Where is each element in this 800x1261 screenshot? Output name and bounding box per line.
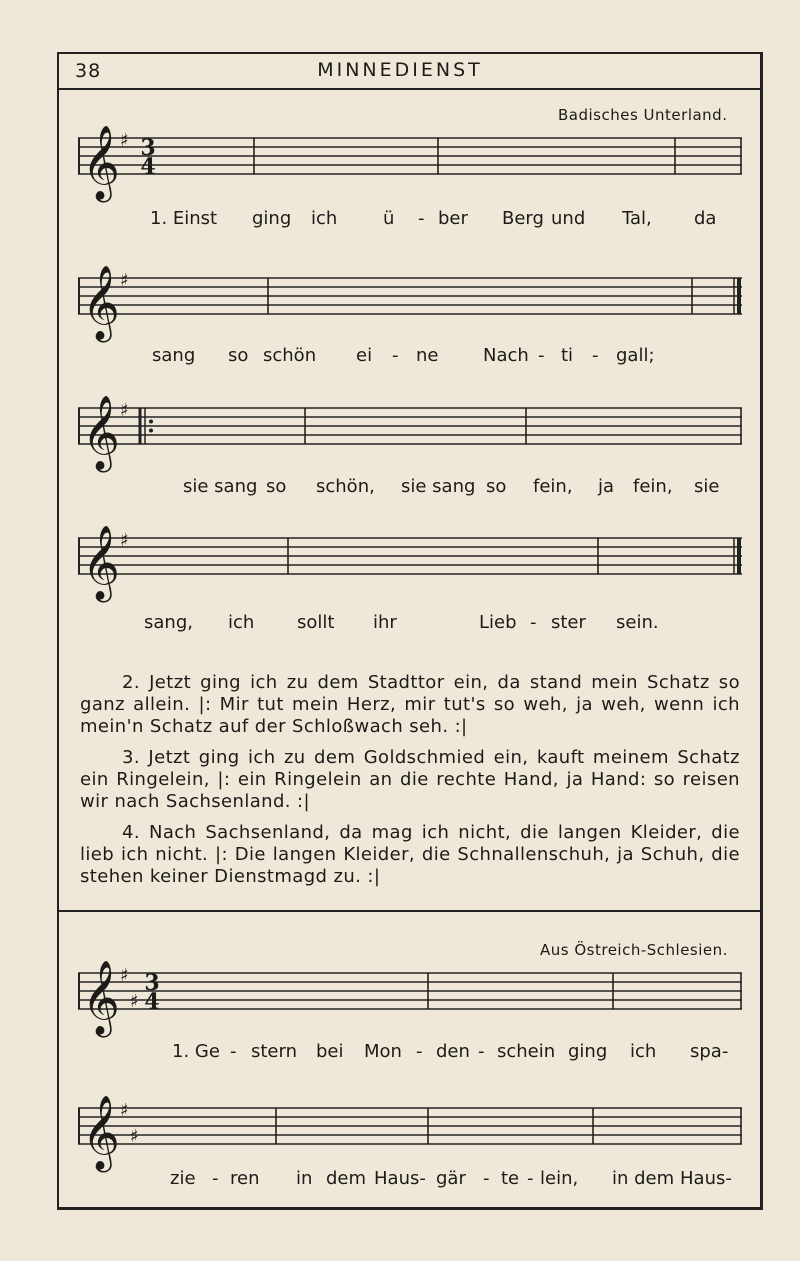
lyric-syllable: sang xyxy=(152,345,196,366)
sharp-icon: ♯ xyxy=(120,270,129,291)
song1-staff-4 xyxy=(78,520,742,610)
lyric-syllable: ging xyxy=(568,1041,608,1062)
lyric-syllable: - xyxy=(416,1041,423,1062)
repeat-dot xyxy=(149,429,153,433)
lyric-syllable: ich xyxy=(228,612,255,633)
lyric-syllable: ü xyxy=(383,208,395,229)
lyric-syllable: 1. Einst xyxy=(150,208,218,229)
lyric-syllable: fein, xyxy=(633,476,673,497)
lyric-syllable: sie sang xyxy=(183,476,258,497)
lyric-syllable: gall; xyxy=(616,345,655,366)
lyric-syllable: Haus- xyxy=(680,1168,732,1189)
song1-staff-2 xyxy=(78,260,742,350)
song2-staff-2 xyxy=(78,1090,742,1180)
lyric-syllable: so xyxy=(266,476,287,497)
lyric-syllable: - xyxy=(418,208,425,229)
treble-clef-icon: 𝄞 xyxy=(82,1096,120,1170)
treble-clef-icon: 𝄞 xyxy=(82,266,120,340)
lyric-syllable: - xyxy=(530,612,537,633)
lyric-syllable: sein. xyxy=(616,612,659,633)
lyric-syllable: sang, xyxy=(144,612,193,633)
lyric-syllable: ich xyxy=(311,208,338,229)
treble-clef-icon: 𝄞 xyxy=(82,126,120,200)
lyric-syllable: - xyxy=(212,1168,219,1189)
song1-staff-3 xyxy=(78,390,742,480)
lyric-syllable: den xyxy=(436,1041,470,1062)
lyric-syllable: stern xyxy=(251,1041,298,1062)
lyric-syllable: - xyxy=(483,1168,490,1189)
repeat-dot xyxy=(149,420,153,424)
time-signature-bottom: 4 xyxy=(144,989,160,1015)
lyric-syllable: zie xyxy=(170,1168,196,1189)
lyric-syllable: sollt xyxy=(297,612,335,633)
sharp-icon: ♯ xyxy=(130,1126,139,1147)
lyric-syllable: ja xyxy=(598,476,615,497)
sharp-icon: ♯ xyxy=(120,130,129,151)
lyric-syllable: Berg xyxy=(502,208,544,229)
sharp-icon: ♯ xyxy=(120,965,129,986)
time-signature-top: 3 xyxy=(144,970,160,996)
lyric-syllable: ich xyxy=(630,1041,657,1062)
lyric-syllable: dem xyxy=(326,1168,367,1189)
lyric-syllable: bei xyxy=(316,1041,344,1062)
lyric-syllable: ber xyxy=(438,208,468,229)
lyric-syllable: schön xyxy=(263,345,317,366)
lyric-syllable: ster xyxy=(551,612,586,633)
lyric-syllable: ihr xyxy=(373,612,397,633)
treble-clef-icon: 𝄞 xyxy=(82,396,120,470)
lyric-syllable: ne xyxy=(416,345,439,366)
lyric-syllable: fein, xyxy=(533,476,573,497)
time-signature-top: 3 xyxy=(140,135,156,161)
time-signature-bottom: 4 xyxy=(140,154,156,180)
song1-verses xyxy=(80,672,740,897)
song2-staff-1 xyxy=(78,955,742,1045)
lyric-syllable: - xyxy=(538,345,545,366)
treble-clef-icon: 𝄞 xyxy=(82,961,120,1035)
treble-clef-icon: 𝄞 xyxy=(82,526,120,600)
lyric-syllable: Lieb xyxy=(479,612,517,633)
lyric-syllable: so xyxy=(228,345,249,366)
song1-origin: Badisches Unterland. xyxy=(558,106,728,124)
lyric-syllable: - xyxy=(527,1168,534,1189)
lyric-syllable: ging xyxy=(252,208,292,229)
lyric-syllable: schön, xyxy=(316,476,375,497)
lyric-syllable: da xyxy=(694,208,717,229)
page-number: 38 xyxy=(75,60,102,82)
verse-2: 2. Jetzt ging ich zu dem Stadttor ein, da stand mein Schatz so ganz allein. |: Mir tut mein Herz, mir tut's so weh, ja weh, wenn ich mein'n Schatz auf der Schloßwach seh. :| xyxy=(80,672,740,737)
song2-origin: Aus Östreich-Schlesien. xyxy=(540,941,728,959)
lyric-syllable: Nach xyxy=(483,345,529,366)
sharp-icon: ♯ xyxy=(120,400,129,421)
sharp-icon: ♯ xyxy=(130,991,139,1012)
lyric-syllable: - xyxy=(230,1041,237,1062)
song-separator xyxy=(57,910,763,912)
verse-3: 3. Jetzt ging ich zu dem Goldschmied ein, kauft meinem Schatz ein Ringelein, |: ein Ringelein an die rechte Hand, ja Hand: so reisen wir nach Sachsenland. :| xyxy=(80,747,740,812)
header-rule xyxy=(57,88,763,90)
lyric-syllable: 1. Ge xyxy=(172,1041,220,1062)
lyric-syllable: - xyxy=(478,1041,485,1062)
lyric-syllable: - xyxy=(592,345,599,366)
lyric-syllable: ei xyxy=(356,345,373,366)
lyric-syllable: - xyxy=(392,345,399,366)
page-title: MINNEDIENST xyxy=(317,59,483,81)
lyric-syllable: te xyxy=(501,1168,520,1189)
lyric-syllable: Mon xyxy=(364,1041,402,1062)
lyric-syllable: schein xyxy=(497,1041,556,1062)
lyric-syllable: ren xyxy=(230,1168,260,1189)
verse-4: 4. Nach Sachsenland, da mag ich nicht, die langen Kleider, die lieb ich nicht. |: Die langen Kleider, die Schnallenschuh, ja Schuh, die stehen keiner Dienstmagd zu. :| xyxy=(80,822,740,887)
lyric-syllable: Haus- xyxy=(374,1168,426,1189)
lyric-syllable: in xyxy=(296,1168,313,1189)
lyric-syllable: und xyxy=(551,208,586,229)
lyric-syllable: Tal, xyxy=(622,208,652,229)
lyric-syllable: lein, xyxy=(540,1168,579,1189)
song1-staff-1 xyxy=(78,120,742,210)
sharp-icon: ♯ xyxy=(120,1100,129,1121)
lyric-syllable: gär xyxy=(436,1168,466,1189)
sharp-icon: ♯ xyxy=(120,530,129,551)
lyric-syllable: sie sang xyxy=(401,476,476,497)
lyric-syllable: ti xyxy=(561,345,574,366)
lyric-syllable: sie xyxy=(694,476,720,497)
lyric-syllable: in dem xyxy=(612,1168,675,1189)
lyric-syllable: spa- xyxy=(690,1041,729,1062)
lyric-syllable: so xyxy=(486,476,507,497)
